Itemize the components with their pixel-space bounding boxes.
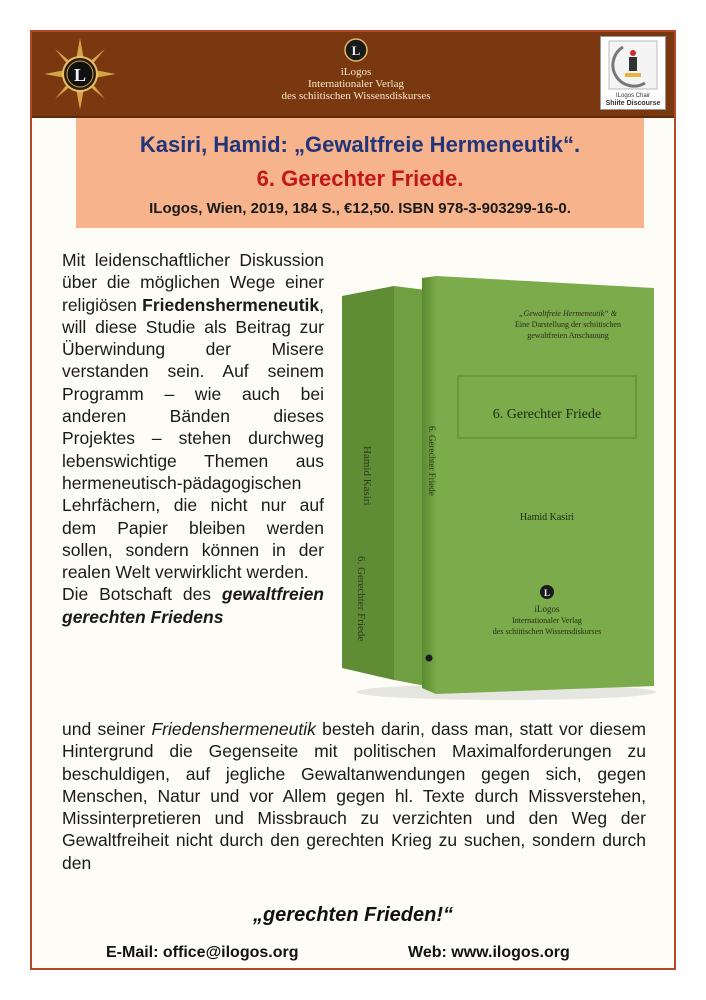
closing-slogan: „gerechten Frieden!“ <box>252 904 454 926</box>
svg-text:„Gewaltfreie Hermeneutik“ &: „Gewaltfreie Hermeneutik“ & <box>519 309 617 318</box>
svg-text:6. Gerechter Friede: 6. Gerechter Friede <box>427 426 437 496</box>
svg-text:Internationaler Verlag: Internationaler Verlag <box>512 616 582 625</box>
email-contact[interactable]: E-Mail: office@ilogos.org <box>106 944 299 961</box>
publisher-line-3: des schiitischen Wissensdiskurses <box>281 90 431 102</box>
svg-text:des schiitischen Wissensdiskur: des schiitischen Wissensdiskurses <box>492 627 602 636</box>
publisher-name <box>232 66 480 102</box>
chair-caption: ILogos Chair Shiite Discourse <box>605 93 661 107</box>
book-cover-image <box>336 256 658 702</box>
title-box <box>76 118 644 228</box>
svg-text:L: L <box>73 65 87 85</box>
bibliographic-line: ILogos, Wien, 2019, 184 S., €12,50. ISBN 978-3-903299-16-0. <box>149 200 571 217</box>
publisher-line-1: iLogos <box>340 66 372 78</box>
volume-title-line: 6. Gerechter Friede. <box>256 166 464 191</box>
description-column: Mit leidenschaftlicher Diskussion über die möglichen Wege einer religiösen Friedenshermeneutik, will diese Studie als Beitrag zur Überwindung der Misere verstanden sein. Auf seinem Programm – wie auch bei anderen Bänden dieses Projektes – stehen durchweg lebenswichtige Themen aus hermeneutisch-pädagogischen Lehrfächern, die nicht nur auf dem Papier bleiben werden sollen, sondern können in der realen Welt verwirklicht werden. Die Botschaft des gewaltfreien gerechten Friedens <box>62 250 324 627</box>
svg-text:6. Gerechter Friede: 6. Gerechter Friede <box>492 407 602 422</box>
svg-text:iLogos: iLogos <box>534 604 560 614</box>
svg-text:gewaltfreien Anschauung: gewaltfreien Anschauung <box>527 331 609 340</box>
header-banner <box>32 32 674 118</box>
web-contact[interactable]: Web: www.ilogos.org <box>408 944 570 961</box>
ilogos-small-logo <box>344 38 368 62</box>
shiite-discourse-chair-logo <box>600 36 666 110</box>
publisher-line-2: Internationaler Verlag <box>307 78 404 90</box>
svg-text:L: L <box>543 588 551 598</box>
svg-text:Hamid Kasiri: Hamid Kasiri <box>361 446 373 506</box>
svg-text:L: L <box>351 43 361 58</box>
svg-text:6. Gerechter Friede: 6. Gerechter Friede <box>355 556 367 642</box>
description-continued: und seiner Friedenshermeneutik besteh darin, dass man, statt vor diesem Hintergrund die Gegenseite mit politischen Maximalforderungen zu beschuldigen, auf jegliche Gewaltanwendungen gegen sich, gegen Menschen, Natur und vor Allem gegen hl. Texte durch Missverstehen, Missinterpretieren und Missbrauch zu verzichten und den Weg der Gewaltfreiheit nicht durch den gerechten Krieg zu suchen, sondern durch den <box>62 719 646 873</box>
author-title-line: Kasiri, Hamid: „Gewaltfreie Hermeneutik“. <box>139 132 581 157</box>
svg-text:Eine Darstellung der schiitisc: Eine Darstellung der schiitischen <box>515 320 621 329</box>
svg-text:Hamid Kasiri: Hamid Kasiri <box>519 512 575 523</box>
chair-emblem-icon <box>601 37 665 93</box>
ilogos-ornament-logo <box>44 38 116 110</box>
